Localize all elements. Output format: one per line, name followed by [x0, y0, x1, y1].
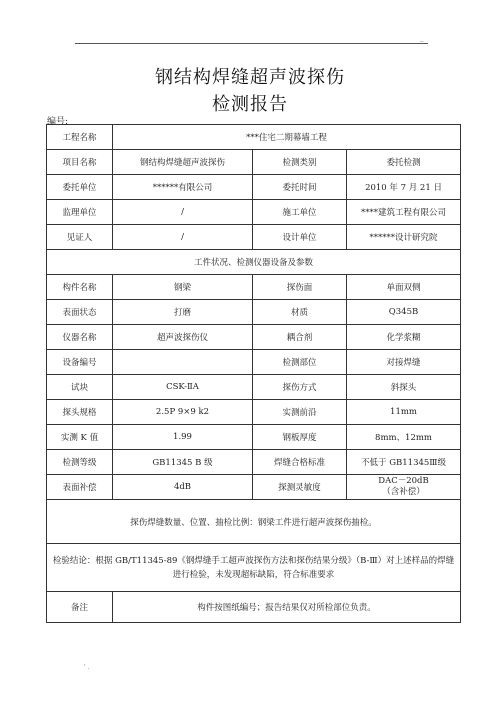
table-row	[47, 175, 461, 200]
surface-compensation-value: 4dB	[113, 475, 253, 500]
table-row	[47, 225, 461, 250]
member-name-value: 钢梁	[113, 275, 253, 300]
designer-value: ******设计研究院	[347, 225, 461, 250]
witness-label: 见证人	[47, 225, 113, 250]
table-row	[47, 275, 461, 300]
table-row	[47, 200, 461, 225]
doc-number-label: 编号:	[47, 117, 69, 127]
table-row	[47, 500, 461, 544]
couplant-label: 耦合剂	[253, 325, 347, 350]
test-category-label: 检测类别	[253, 150, 347, 175]
sensitivity-value	[347, 475, 461, 500]
client-label: 委托单位	[47, 175, 113, 200]
remark-label: 备注	[47, 592, 113, 623]
scan-surface-value: 单面双侧	[347, 275, 461, 300]
sensitivity-note: （含补偿）	[382, 487, 425, 497]
test-block-value: CSK-ⅡA	[113, 375, 253, 400]
table-row	[47, 250, 461, 275]
supervisor-value: /	[113, 200, 253, 225]
footer-dots: ' .	[84, 664, 90, 671]
table-row	[47, 325, 461, 350]
plate-thickness-label: 钢板厚度	[253, 425, 347, 450]
report-subtitle: 检测报告	[212, 94, 288, 115]
instrument-value: 超声波探伤仪	[113, 325, 253, 350]
equipment-no-value	[113, 350, 253, 375]
header-rule	[75, 43, 428, 44]
acceptance-standard-value: 不低于 GB11345Ⅲ级	[347, 450, 461, 475]
section-heading: 工件状况、检测仪器设备及参数	[47, 250, 461, 275]
conclusion-text: 检验结论：根据 GB/T11345-89《钢焊缝手工超声波探伤方法和探伤结果分级》（B-Ⅲ）对上述样品的焊缝进行检验，未发现超标缺陷，符合标准要求	[47, 544, 461, 592]
test-block-label: 试块	[47, 375, 113, 400]
table-row	[47, 475, 461, 500]
material-value: Q345B	[347, 300, 461, 325]
contractor-label: 施工单位	[253, 200, 347, 225]
test-category-value: 委托检测	[347, 150, 461, 175]
table-row	[47, 350, 461, 375]
header-dots: ..	[420, 37, 424, 44]
table-row	[47, 450, 461, 475]
report-title: 钢结构焊缝超声波探伤	[155, 67, 345, 88]
surface-condition-label: 表面状态	[47, 300, 113, 325]
table-row	[47, 300, 461, 325]
plate-thickness-value: 8mm、12mm	[347, 425, 461, 450]
table-row	[47, 544, 461, 592]
probe-front-label: 实测前沿	[253, 400, 347, 425]
table-row	[47, 125, 461, 150]
table-row	[47, 425, 461, 450]
witness-value: /	[113, 225, 253, 250]
sensitivity-label: 探测灵敏度	[253, 475, 347, 500]
table-row	[47, 400, 461, 425]
material-label: 材质	[253, 300, 347, 325]
member-name-label: 构件名称	[47, 275, 113, 300]
acceptance-standard-label: 焊缝合格标准	[253, 450, 347, 475]
contractor-value: ****建筑工程有限公司	[347, 200, 461, 225]
test-location-value: 对接焊缝	[347, 350, 461, 375]
project-name-label: 工程名称	[47, 125, 113, 150]
supervisor-label: 监理单位	[47, 200, 113, 225]
table-row	[47, 150, 461, 175]
commission-date-label: 委托时间	[253, 175, 347, 200]
table-row	[47, 375, 461, 400]
commission-date-value: 2010 年 7 月 21 日	[347, 175, 461, 200]
k-value-value: 1.99	[113, 425, 253, 450]
scan-method-value: 斜探头	[347, 375, 461, 400]
k-value-label: 实测 K 值	[47, 425, 113, 450]
table-row	[47, 592, 461, 623]
test-location-label: 检测部位	[253, 350, 347, 375]
probe-spec-value: 2.5P 9×9 k2	[113, 400, 253, 425]
surface-compensation-label: 表面补偿	[47, 475, 113, 500]
scan-surface-label: 探伤面	[253, 275, 347, 300]
designer-label: 设计单位	[253, 225, 347, 250]
project-name-value: ***住宅二期幕墙工程	[113, 125, 461, 150]
scope-text: 探伤焊缝数量、位置、抽检比例：钢梁工件进行超声波探伤抽检。	[47, 500, 461, 544]
sensitivity-dac: DAC－20dB	[378, 476, 429, 486]
client-value: ******有限公司	[113, 175, 253, 200]
instrument-label: 仪器名称	[47, 325, 113, 350]
test-grade-value: GB11345 B 级	[113, 450, 253, 475]
equipment-no-label: 设备编号	[47, 350, 113, 375]
test-grade-label: 检测等级	[47, 450, 113, 475]
report-table	[46, 124, 461, 623]
item-name-value: 钢结构焊缝超声波探伤	[113, 150, 253, 175]
remark-value: 构件按图纸编号；报告结果仅对所检部位负责。	[113, 592, 461, 623]
probe-spec-label: 探头规格	[47, 400, 113, 425]
probe-front-value: 11mm	[347, 400, 461, 425]
couplant-value: 化学浆糊	[347, 325, 461, 350]
scan-method-label: 探伤方式	[253, 375, 347, 400]
surface-condition-value: 打磨	[113, 300, 253, 325]
item-name-label: 项目名称	[47, 150, 113, 175]
